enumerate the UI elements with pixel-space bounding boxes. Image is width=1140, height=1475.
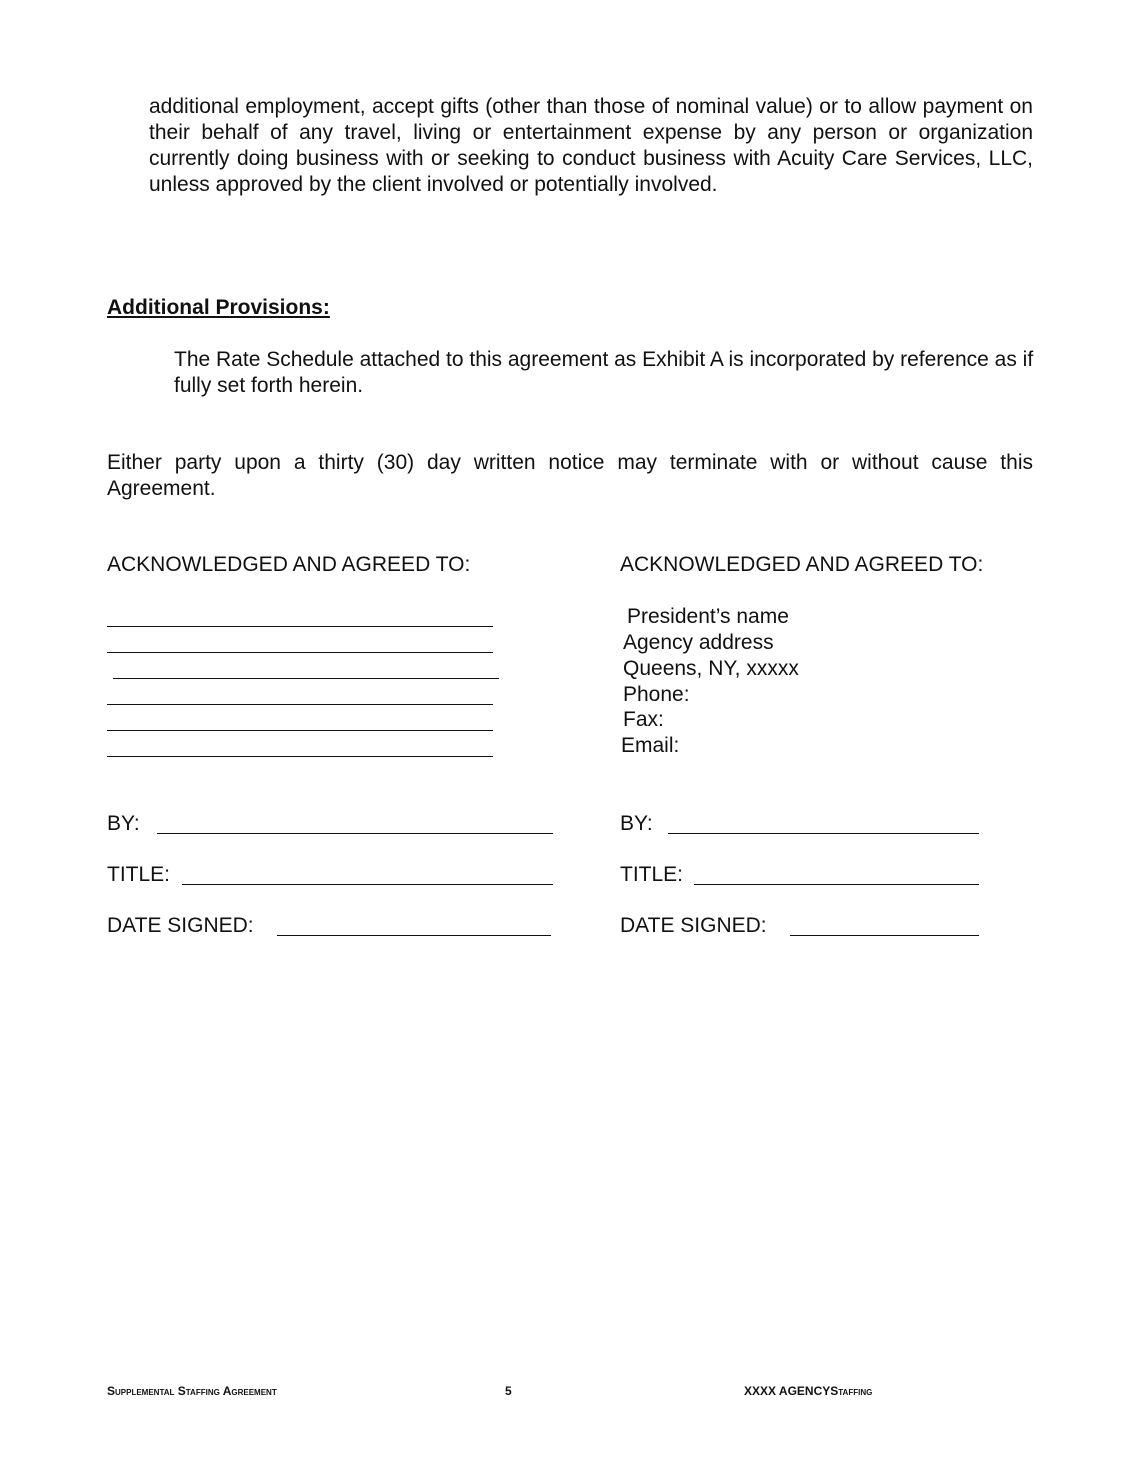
left-blank-line-3[interactable] [113,678,499,679]
left-by-label: BY: [107,812,140,835]
right-date-signed-line[interactable] [790,935,979,936]
right-address-line: Phone: [623,683,690,706]
left-blank-line-1[interactable] [107,626,493,627]
right-address-line: Fax: [623,708,664,731]
additional-provisions-heading: Additional Provisions: [107,296,330,319]
left-title-line[interactable] [182,884,553,885]
left-acknowledged-label: ACKNOWLEDGED AND AGREED TO: [107,553,471,576]
right-address-line: Queens, NY, xxxxx [623,657,799,680]
rate-schedule-paragraph: The Rate Schedule attached to this agreement as Exhibit A is incorporated by reference as if fully set forth herein. [174,348,1034,397]
right-address-line: President’s name [627,605,789,628]
footer-document-title: Supplemental Staffing Agreement [107,1384,277,1398]
left-date-signed-line[interactable] [277,935,551,936]
left-blank-line-6[interactable] [107,756,493,757]
right-acknowledged-label: ACKNOWLEDGED AND AGREED TO: [620,553,984,576]
right-title-label: TITLE: [620,863,684,886]
right-by-signature-line[interactable] [668,833,979,834]
footer-page-number: 5 [505,1384,512,1398]
termination-paragraph: Either party upon a thirty (30) day written notice may terminate with or without cause this Agreement. [107,451,1033,500]
left-date-signed-label: DATE SIGNED: [107,914,254,937]
left-by-signature-line[interactable] [157,833,553,834]
right-address-line: Agency address [623,631,774,654]
right-address-line: Email: [621,734,680,757]
right-title-line[interactable] [694,884,979,885]
continued-paragraph: additional employment, accept gifts (other than those of nominal value) or to allow payment on their behalf of any travel, living or entertainment expense by any person or organization currently doing business with or seeking to conduct business with Acuity Care Services, LLC, unless approved by the client involved or potentially involved. [149,95,1033,196]
left-blank-line-2[interactable] [107,652,493,653]
right-date-signed-label: DATE SIGNED: [620,914,767,937]
left-title-label: TITLE: [107,863,171,886]
right-by-label: BY: [620,812,653,835]
footer-agency-name: XXXX AGENCYStaffing [744,1384,873,1398]
left-blank-line-5[interactable] [107,730,493,731]
left-blank-line-4[interactable] [107,704,493,705]
